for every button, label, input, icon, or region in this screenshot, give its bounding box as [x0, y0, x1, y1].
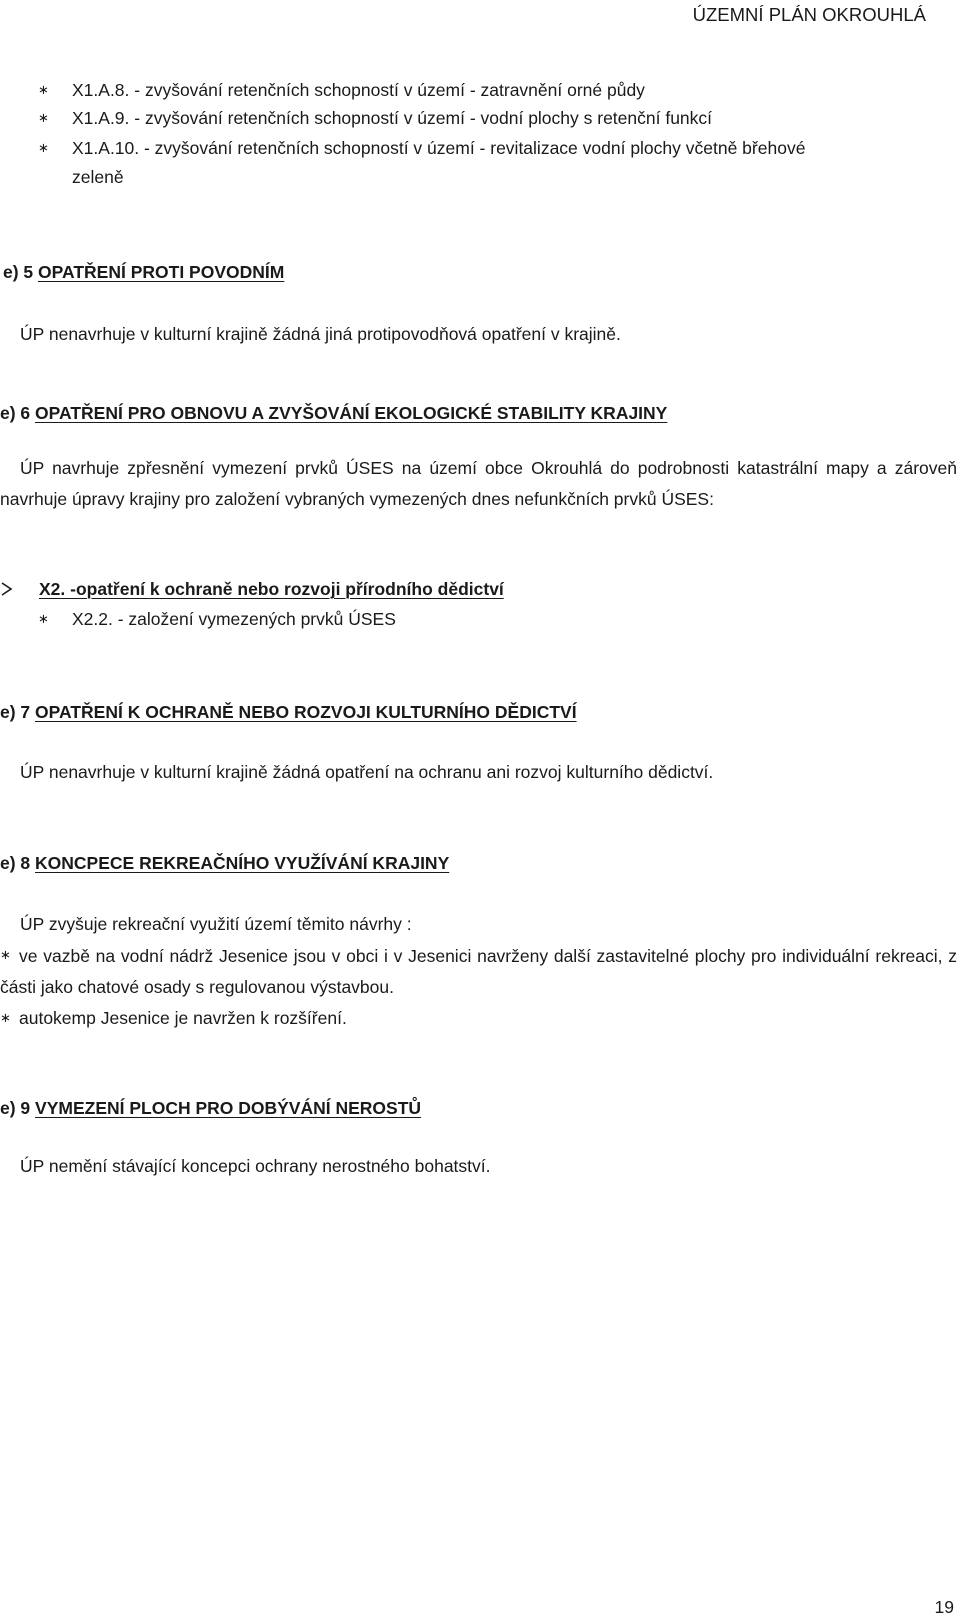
section-prefix: e) 6 [0, 403, 31, 423]
asterisk-bullet-icon: ∗ [38, 111, 49, 126]
section-title: OPATŘENÍ PROTI POVODNÍM [38, 262, 285, 282]
section-intro: ÚP zvyšuje rekreační využití území těmito návrhy : [20, 914, 412, 934]
section-heading-8 [0, 853, 449, 874]
section-title: VYMEZENÍ PLOCH PRO DOBÝVÁNÍ NEROSTŮ [35, 1098, 422, 1118]
list-item-continuation: zeleně [72, 167, 124, 187]
asterisk-bullet-icon: ∗ [0, 948, 11, 963]
asterisk-bullet-icon: ∗ [38, 612, 49, 627]
section-title: OPATŘENÍ K OCHRANĚ NEBO ROZVOJI KULTURNÍHO DĚDICTVÍ [35, 702, 577, 722]
list-item: ve vazbě na vodní nádrž Jesenice jsou v obci i v Jesenici navrženy další zastavitelné plochy pro individuální rekreaci, z části jako chatové osady s regulovanou výstavbou. [0, 946, 957, 997]
sub-list-item: X2.2. - založení vymezených prvků ÚSES [72, 609, 396, 629]
section-prefix: e) 9 [0, 1098, 31, 1118]
section-heading-9 [0, 1098, 421, 1119]
section-title: KONCPECE REKREAČNÍHO VYUŽÍVÁNÍ KRAJINY [35, 853, 450, 873]
list-item: autokemp Jesenice je navržen k rozšíření. [19, 1008, 347, 1028]
list-item: X1.A.9. - zvyšování retenčních schopností v území - vodní plochy s retenční funkcí [72, 108, 713, 128]
list-item: X1.A.8. - zvyšování retenčních schopností v území - zatravnění orné půdy [72, 80, 645, 100]
list-item: X1.A.10. - zvyšování retenčních schopností v území - revitalizace vodní plochy včetně břehové [72, 138, 806, 158]
arrow-list-item: X2. -opatření k ochraně nebo rozvoji přírodního dědictví [39, 579, 504, 599]
asterisk-bullet-icon: ∗ [38, 83, 49, 98]
section-text: ÚP nemění stávající koncepci ochrany nerostného bohatství. [20, 1156, 491, 1176]
section-prefix: e) 7 [0, 702, 31, 722]
page-number: 19 [934, 1597, 954, 1617]
section-text: ÚP nenavrhuje v kulturní krajině žádná jiná protipovodňová opatření v krajině. [20, 324, 621, 344]
section-heading-7 [0, 702, 577, 723]
section-heading-5 [3, 262, 284, 283]
arrow-bullet-icon [0, 582, 13, 596]
document-header-title: ÚZEMNÍ PLÁN OKROUHLÁ [692, 4, 926, 25]
asterisk-bullet-icon: ∗ [0, 1011, 11, 1026]
section-text: ÚP nenavrhuje v kulturní krajině žádná opatření na ochranu ani rozvoj kulturního dědictví. [20, 762, 714, 782]
section-heading-6 [0, 403, 667, 424]
section-paragraph: ÚP navrhuje zpřesnění vymezení prvků ÚSES na území obce Okrouhlá do podrobnosti katastrální mapy a zároveň navrhuje úpravy krajiny pro založení vybraných vymezených dnes nefunkčních prvků ÚSES: [0, 458, 957, 509]
section-title: OPATŘENÍ PRO OBNOVU A ZVYŠOVÁNÍ EKOLOGICKÉ STABILITY KRAJINY [35, 403, 668, 423]
asterisk-bullet-icon: ∗ [38, 141, 49, 156]
section-prefix: e) 5 [3, 262, 34, 282]
section-prefix: e) 8 [0, 853, 31, 873]
